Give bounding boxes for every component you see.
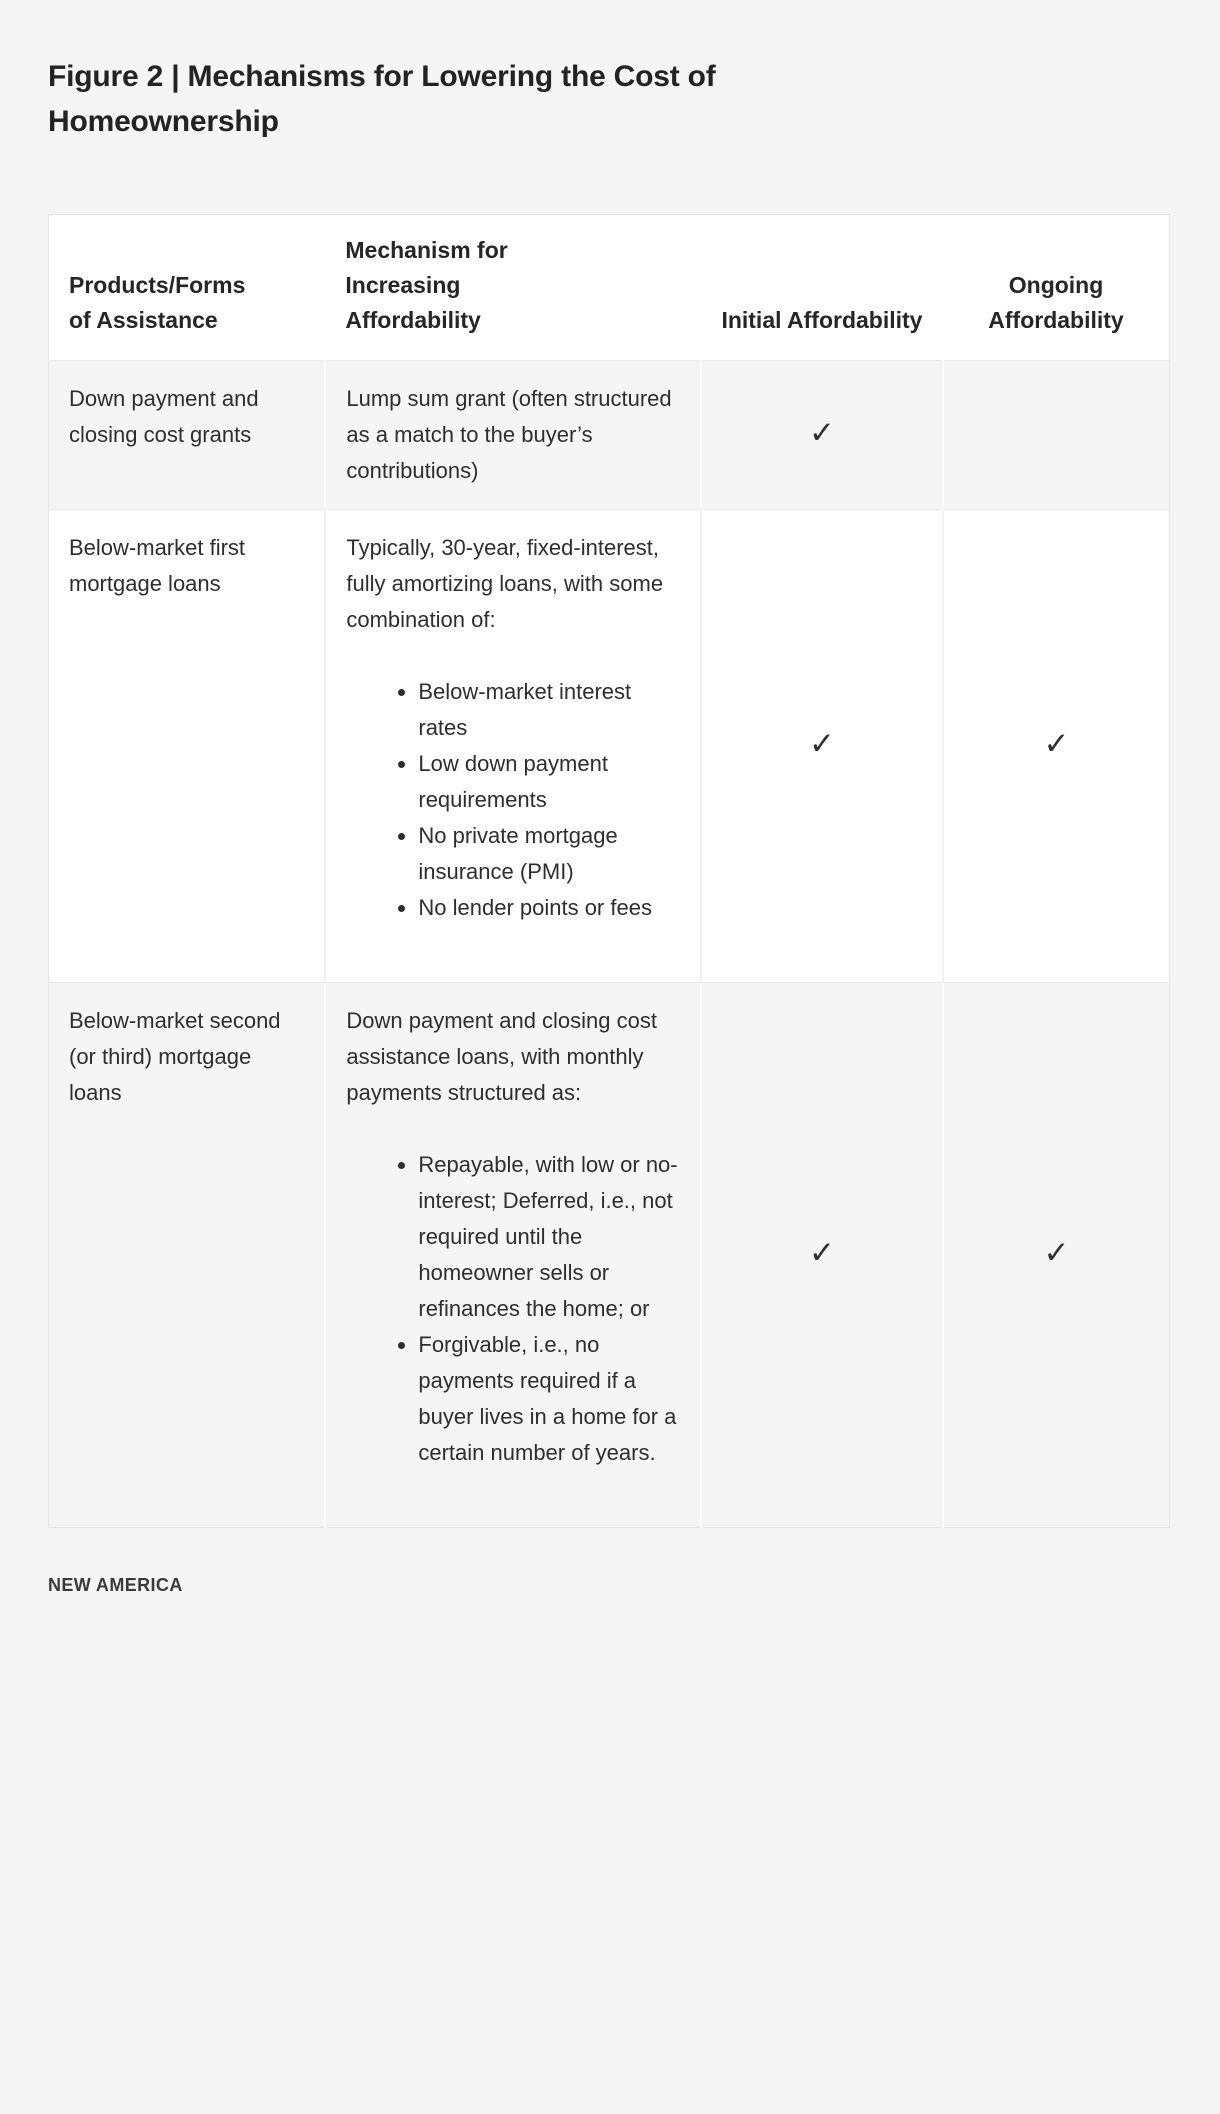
table-row	[49, 510, 1170, 983]
check-icon: ✓	[1043, 1234, 1070, 1270]
column-header-ongoing-affordability	[943, 215, 1169, 361]
initial-affordability-cell	[701, 510, 943, 983]
bullet-item: • Below-market interest rates	[418, 674, 680, 746]
mechanism-bullet-list	[346, 674, 680, 926]
bullet-item: • Repayable, with low or no-interest; Deferred, i.e., not required until the homeowner sells or refinances the home; or	[418, 1147, 680, 1327]
ongoing-affordability-cell	[943, 983, 1169, 1528]
column-header-label: Mechanism for Increasing Affordability	[345, 237, 508, 333]
figure-table	[48, 214, 1170, 1528]
ongoing-affordability-cell	[943, 510, 1169, 983]
column-header-mechanism	[325, 215, 701, 361]
mechanism-intro: Lump sum grant (often structured as a match to the buyer’s contributions)	[346, 386, 672, 483]
figure-title: Figure 2 | Mechanisms for Lowering the Cost of Homeownership	[48, 60, 716, 138]
initial-affordability-cell	[701, 983, 943, 1528]
table-header-row	[49, 215, 1170, 361]
column-header-label: Ongoing Affordability	[988, 272, 1124, 333]
product-cell: Below-market first mortgage loans	[69, 535, 246, 596]
bullet-item: • No private mortgage insurance (PMI)	[418, 818, 680, 890]
bullet-item: • No lender points or fees	[418, 890, 680, 926]
check-icon: ✓	[808, 1234, 835, 1270]
product-cell: Down payment and closing cost grants	[69, 386, 259, 447]
check-icon: ✓	[808, 725, 835, 761]
check-icon: ✓	[808, 414, 835, 450]
bullet-item: • Low down payment requirements	[418, 746, 680, 818]
column-header-label: Initial Affordability	[721, 307, 923, 333]
product-cell: Below-market second (or third) mortgage loans	[69, 1008, 281, 1105]
column-header-initial-affordability	[701, 215, 943, 361]
mechanism-intro: Typically, 30-year, fixed-interest, fully amortizing loans, with some combination of:	[346, 535, 664, 632]
figure-table-wrap	[48, 214, 1170, 1528]
initial-affordability-cell	[701, 361, 943, 510]
brand-footer: NEW AMERICA	[48, 1575, 183, 1595]
column-header-label: Products/Forms of Assistance	[69, 272, 246, 333]
column-header-products-forms	[49, 215, 326, 361]
check-icon: ✓	[1043, 725, 1070, 761]
ongoing-affordability-cell	[943, 361, 1169, 510]
mechanism-cell	[325, 983, 701, 1528]
mechanism-bullet-list	[346, 1147, 680, 1471]
mechanism-cell	[325, 361, 701, 510]
mechanism-cell	[325, 510, 701, 983]
bullet-item: • Forgivable, i.e., no payments required if a buyer lives in a home for a certain number of years.	[418, 1327, 680, 1471]
table-row	[49, 983, 1170, 1528]
mechanism-intro: Down payment and closing cost assistance loans, with monthly payments structured as:	[346, 1008, 657, 1105]
table-row	[49, 361, 1170, 510]
